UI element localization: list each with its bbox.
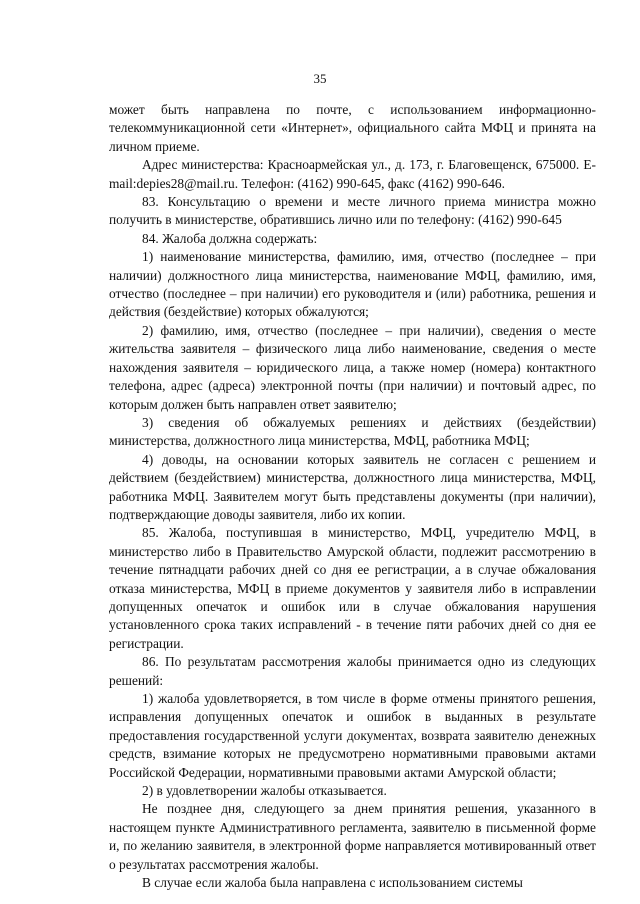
paragraph-84: 84. Жалоба должна содержать: [142,230,318,246]
paragraph-86-item-2: 2) в удовлетворении жалобы отказывается. [142,783,387,799]
paragraph-86: 86. По результатам рассмотрения жалобы принимается одно из следующих решений: [109,654,596,688]
paragraph-84-item-4: 4) доводы, на основании которых заявитель не согласен с решением и действием (бездействием) министерства, должностного лица министерства, МФЦ, работника МФЦ. Заявителем могут быть представлены документы (при наличии), подтверждающие доводы заявителя, либо их копии. [109,451,596,522]
document-body [109,101,596,892]
paragraph-system-case: В случае если жалоба была направлена с использованием системы [142,875,523,891]
paragraph-85: 85. Жалоба, поступившая в министерство, МФЦ, учредителю МФЦ, в министерство либо в Правительство Амурской области, подлежит рассмотрению в течение пятнадцати рабочих дней со дня ее регистрации, а в случае обжалования отказа министерства, МФЦ в приеме документов у заявителя либо в исправлении допущенных опечаток и ошибок или в случае обжалования нарушения установленного срока таких исправлений - в течение пяти рабочих дней со дня ее регистрации. [109,525,596,651]
paragraph-84-item-1: 1) наименование министерства, фамилию, имя, отчество (последнее – при наличии) должностного лица министерства, наименование МФЦ, фамилию, имя, отчество (последнее – при наличии) его руководителя и (или) работника, решения и действия (бездействие) которых обжалуются; [109,249,596,320]
paragraph-response-deadline: Не позднее дня, следующего за днем принятия решения, указанного в настоящем пункте Административного регламента, заявителю в письменной форме и, по желанию заявителя, в электронной форме направляется мотивированный ответ о результатах рассмотрения жалобы. [109,801,596,872]
paragraph-ministry-address: Адрес министерства: Красноармейская ул., д. 173, г. Благовещенск, 675000. E-mail:depies28@mail.ru. Телефон: (4162) 990-645, факс (4162) 990-646. [109,157,596,191]
paragraph-84-item-2: 2) фамилию, имя, отчество (последнее – при наличии), сведения о месте жительства заявителя – физического лица либо наименование, сведения о месте нахождения заявителя – юридического лица, а также номер (номера) контактного телефона, адрес (адреса) электронной почты (при наличии) и почтовый адрес, по которым должен быть направлен ответ заявителю; [109,322,596,412]
paragraph-86-item-1: 1) жалоба удовлетворяется, в том числе в форме отмены принятого решения, исправления допущенных опечаток и ошибок в выданных в результате предоставления государственной услуги документах, возврата заявителю денежных средств, взимание которых не предусмотрено нормативными правовыми актами Российской Федерации, нормативными правовыми актами Амурской области; [109,691,596,780]
paragraph-continuation: может быть направлена по почте, с использованием информационно-телекоммуникационной сети «Интернет», официального сайта МФЦ и принята на личном приеме. [109,102,596,154]
page-number: 35 [313,71,327,86]
paragraph-84-item-3: 3) сведения об обжалуемых решениях и действиях (бездействии) министерства, должностного лица министерства, МФЦ, работника МФЦ; [109,414,596,449]
paragraph-83: 83. Консультацию о времени и месте личного приема министра можно получить в министерстве, обратившись лично или по телефону: (4162) 990-645 [109,194,596,228]
